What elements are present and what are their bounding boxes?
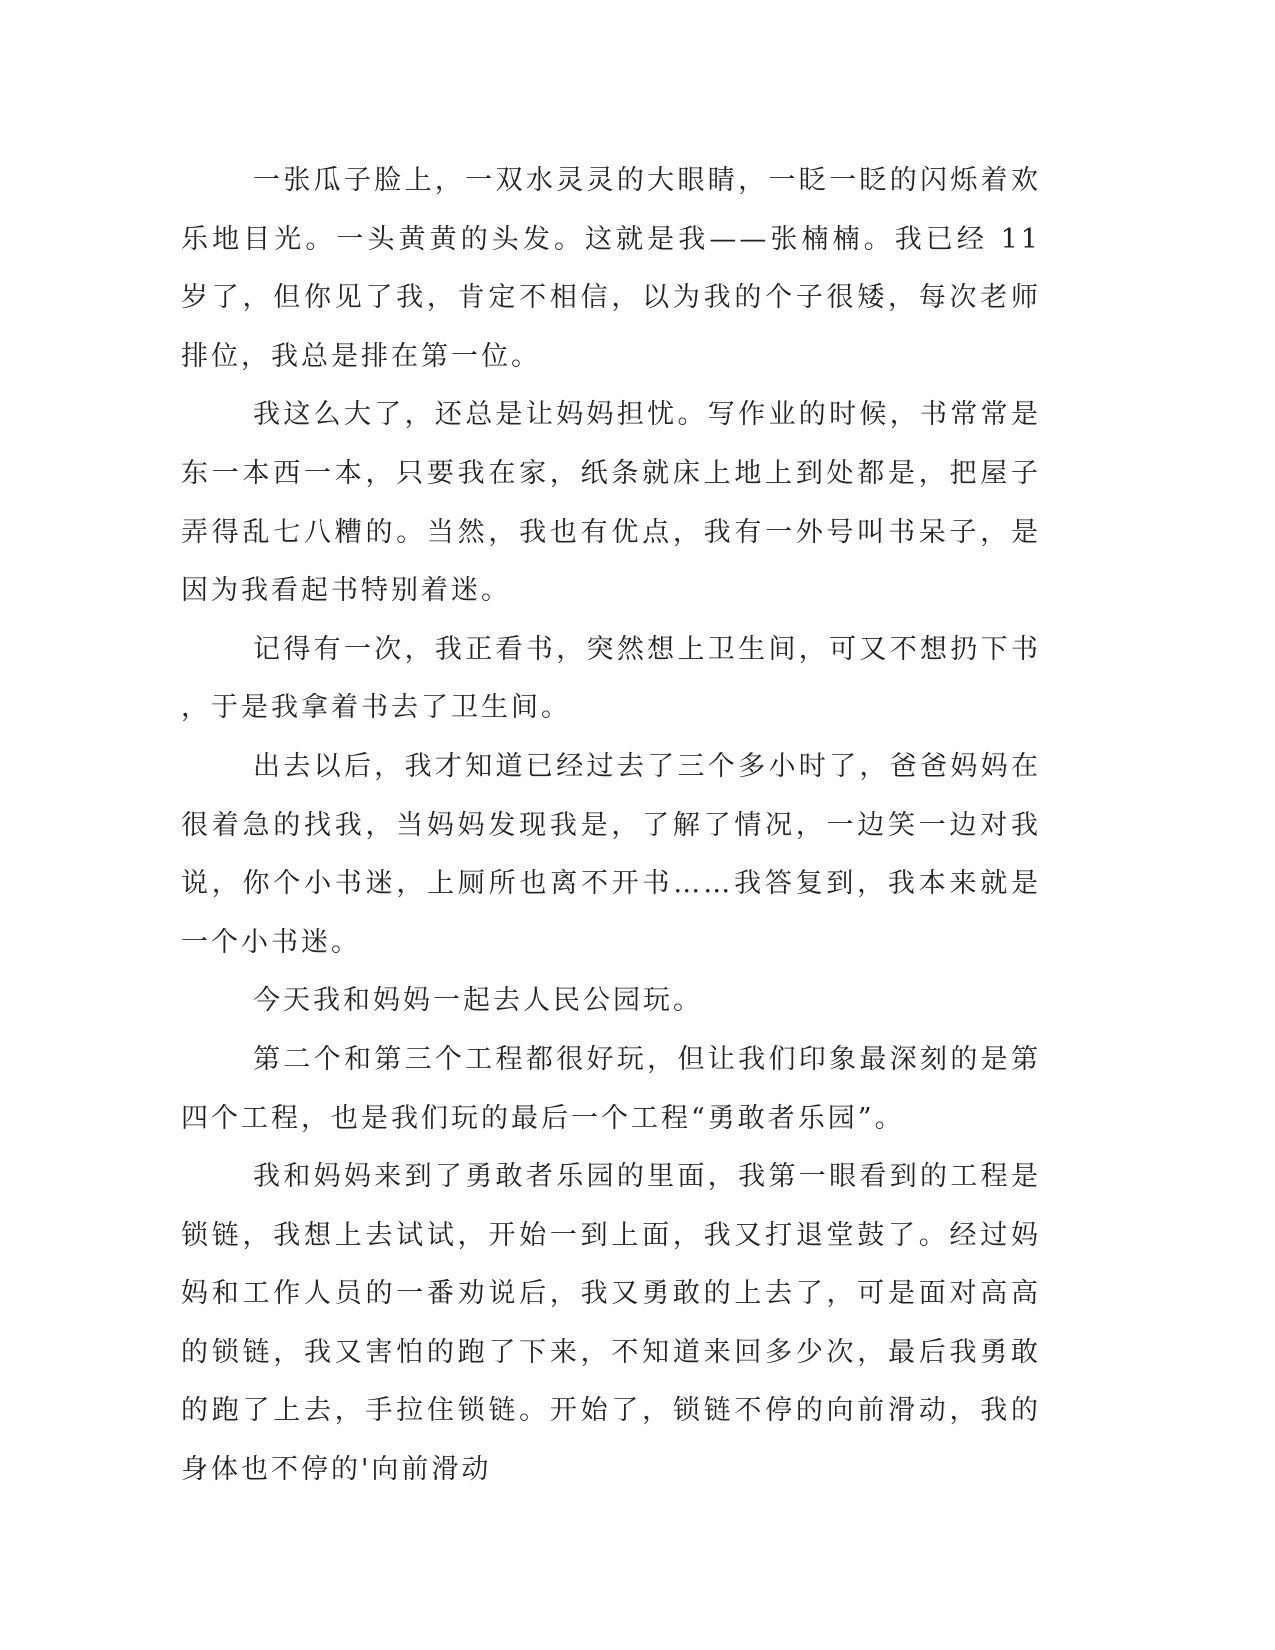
paragraph-6: 第二个和第三个工程都很好玩，但让我们印象最深刻的是第四个工程，也是我们玩的最后一个工程“勇敢者乐园”。 [181, 1043, 1041, 1134]
paragraph-2: 我这么大了，还总是让妈妈担忧。写作业的时候，书常常是东一本西一本，只要我在家，纸条就床上地上到处都是，把屋子弄得乱七八糟的。当然，我也有优点，我有一外号叫书呆子，是因为我看起书特别着迷。 [181, 399, 1041, 607]
paragraph-7: 我和妈妈来到了勇敢者乐园的里面，我第一眼看到的工程是锁链，我想上去试试，开始一到上面，我又打退堂鼓了。经过妈妈和工作人员的一番劝说后，我又勇敢的上去了，可是面对高高的锁链，我又害怕的跑了下来，不知道来回多少次，最后我勇敢的跑了上去，手拉住锁链。开始了，锁链不停的向前滑动，我的身体也不停的'向前滑动 [181, 1161, 1041, 1486]
document-body [181, 152, 1041, 1500]
paragraph-4: 出去以后，我才知道已经过去了三个多小时了，爸爸妈妈在很着急的找我，当妈妈发现我是，了解了情况，一边笑一边对我说，你个小书迷，上厕所也离不开书……我答复到，我本来就是一个小书迷。 [181, 750, 1041, 958]
paragraph-3: 记得有一次，我正看书，突然想上卫生间，可又不想扔下书，于是我拿着书去了卫生间。 [181, 633, 1041, 724]
paragraph-5: 今天我和妈妈一起去人民公园玩。 [253, 985, 703, 1017]
paragraph-1: 一张瓜子脸上，一双水灵灵的大眼睛，一眨一眨的闪烁着欢乐地目光。一头黄黄的头发。这就是我——张楠楠。我已经 11 岁了，但你见了我，肯定不相信，以为我的个子很矮，每次老师排位，我总是排在第一位。 [181, 165, 1041, 372]
